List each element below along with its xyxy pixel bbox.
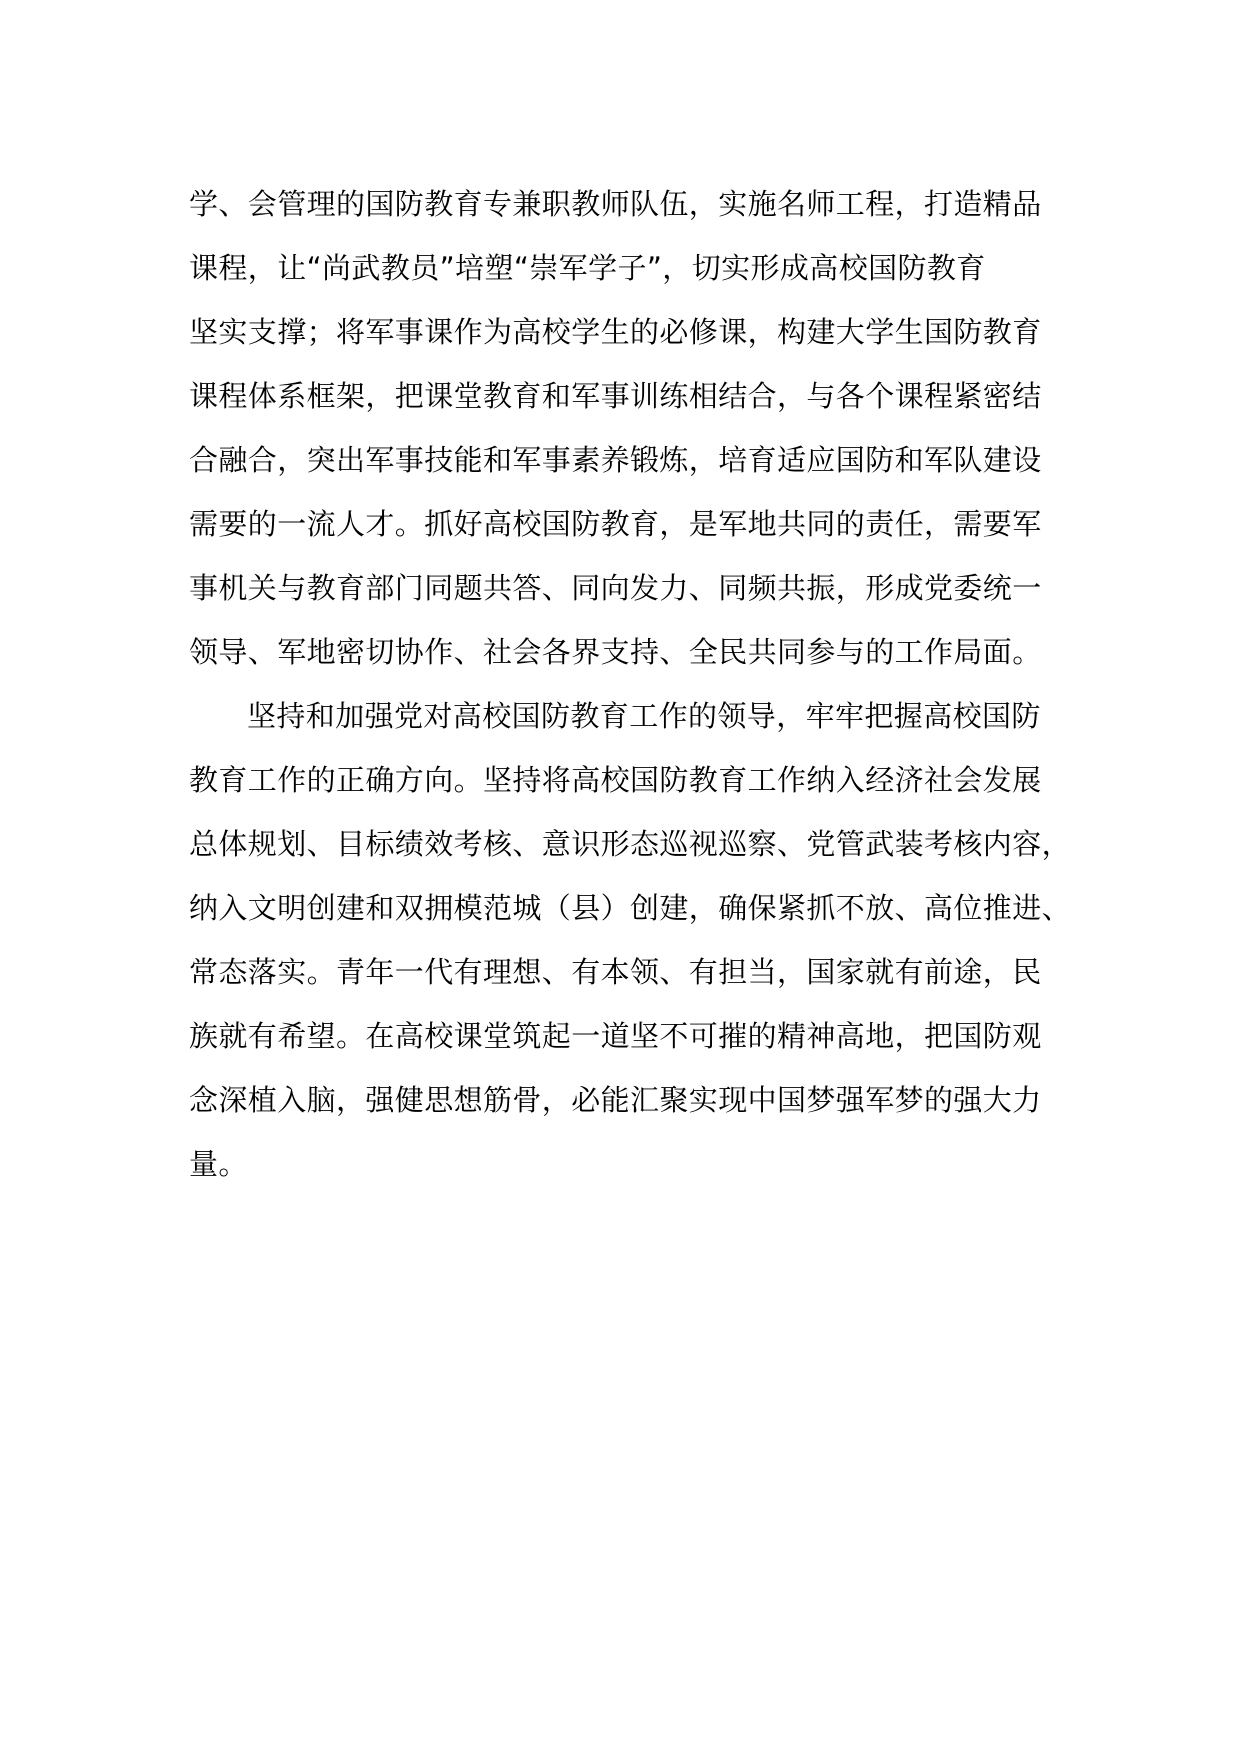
text-line: 课程体系框架，把课堂教育和军事训练相结合，与各个课程紧密结 — [189, 379, 1042, 413]
text-line: 事机关与教育部门同题共答、同向发力、同频共振，形成党委统一 — [189, 571, 1042, 605]
text-line: 需要的一流人才。抓好高校国防教育，是军地共同的责任，需要军 — [189, 507, 1042, 541]
text-line: 领导、军地密切协作、社会各界支持、全民共同参与的工作局面。 — [189, 635, 1042, 669]
text-line: 课程，让“尚武教员”培塑“崇军学子”，切实形成高校国防教育 — [189, 251, 986, 285]
text-line: 教育工作的正确方向。坚持将高校国防教育工作纳入经济社会发展 — [189, 763, 1042, 797]
body-text — [189, 172, 1072, 1196]
text-line: 常态落实。青年一代有理想、有本领、有担当，国家就有前途，民 — [189, 955, 1042, 989]
paragraph-first-line: 坚持和加强党对高校国防教育工作的领导，牢牢把握高校国防 — [247, 699, 1041, 733]
text-line: 学、会管理的国防教育专兼职教师队伍，实施名师工程，打造精品 — [189, 187, 1042, 221]
text-line: 合融合，突出军事技能和军事素养锻炼，培育适应国防和军队建设 — [189, 443, 1042, 477]
text-line: 族就有希望。在高校课堂筑起一道坚不可摧的精神高地，把国防观 — [189, 1019, 1042, 1053]
text-line: 量。 — [189, 1147, 248, 1181]
text-line: 纳入文明创建和双拥模范城（县）创建，确保紧抓不放、高位推进、 — [189, 891, 1072, 925]
text-line: 念深植入脑，强健思想筋骨，必能汇聚实现中国梦强军梦的强大力 — [189, 1083, 1042, 1117]
text-line: 总体规划、目标绩效考核、意识形态巡视巡察、党管武装考核内容， — [189, 827, 1072, 861]
text-line: 坚实支撑；将军事课作为高校学生的必修课，构建大学生国防教育 — [189, 315, 1042, 349]
